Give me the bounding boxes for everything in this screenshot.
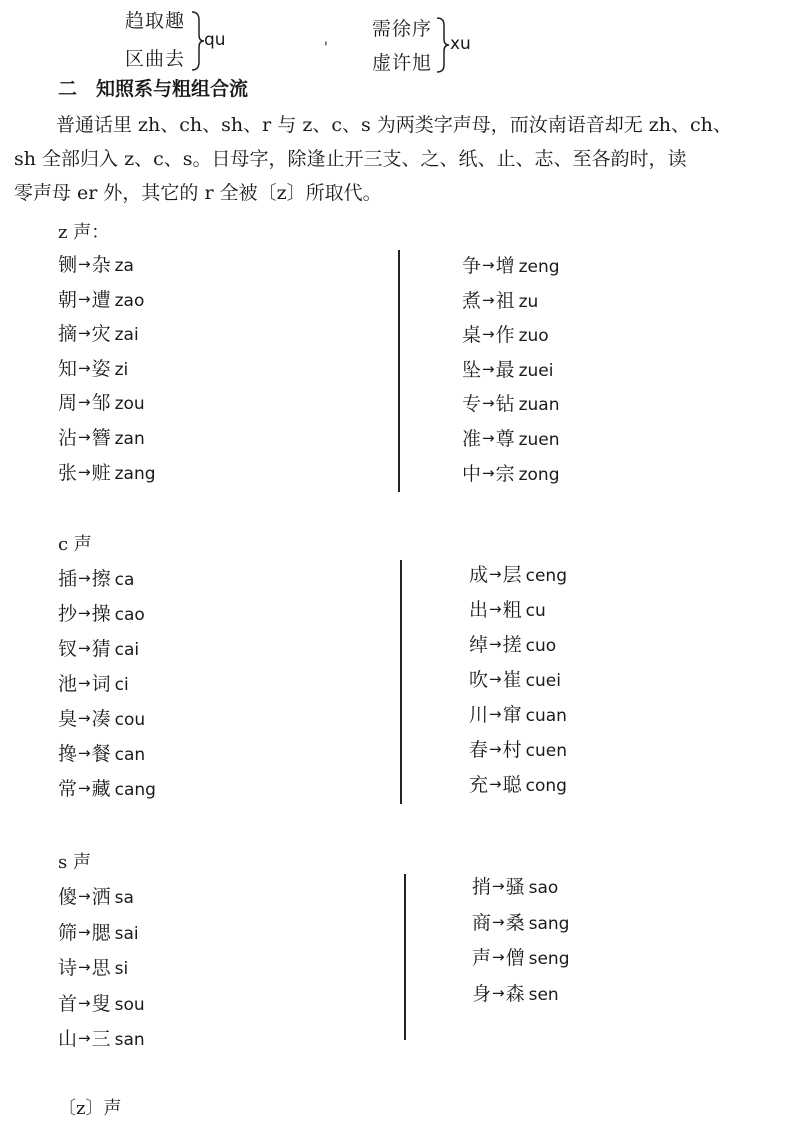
target-char: 骚 (505, 876, 525, 898)
pinyin: ceng (525, 566, 567, 586)
mapping-row (469, 595, 546, 622)
source-char: 插 (58, 568, 78, 590)
source-char: 绰 (469, 634, 489, 656)
xu-group-line2: 虚许旭 (372, 52, 433, 74)
target-char: 遭 (91, 288, 111, 311)
separator-mark: ' (324, 40, 328, 56)
s-section-title: s 声 (58, 852, 91, 873)
arrow-icon: → (78, 958, 91, 977)
source-char: 铡 (58, 254, 78, 276)
pinyin: san (114, 1030, 145, 1051)
mapping-row (58, 634, 139, 661)
mapping-row (462, 389, 560, 416)
arrow-icon: → (78, 744, 91, 762)
mapping-row (472, 908, 569, 935)
source-char: 首 (58, 992, 78, 1015)
source-char: 春 (469, 739, 489, 761)
z-section-title: z 声： (58, 222, 110, 243)
arrow-icon: → (78, 887, 91, 905)
source-char: 声 (472, 947, 492, 970)
target-char: 凑 (91, 708, 111, 730)
mapping-row (472, 872, 558, 899)
mapping-row (58, 953, 128, 980)
source-char: 周 (58, 392, 78, 415)
arrow-icon: → (482, 325, 495, 344)
target-char: 崔 (502, 669, 522, 691)
c-section-title: c 声 (58, 534, 92, 555)
mapping-row (58, 354, 128, 381)
target-char: 猜 (91, 638, 111, 660)
pinyin: seng (528, 949, 570, 970)
arrow-icon: → (482, 429, 495, 447)
mapping-row (58, 704, 145, 731)
target-char: 叟 (91, 992, 111, 1015)
pinyin: cuan (525, 706, 567, 726)
pinyin: cuo (525, 636, 557, 656)
pinyin: cuen (525, 741, 567, 761)
source-char: 池 (58, 673, 78, 695)
target-char: 擦 (91, 568, 111, 590)
pinyin: zu (518, 291, 539, 312)
arrow-icon: → (78, 358, 91, 377)
target-char: 村 (502, 739, 522, 761)
mapping-row (462, 355, 554, 382)
mapping-row (469, 770, 567, 797)
target-char: 洒 (91, 886, 111, 908)
paragraph-line-3: 零声母 er 外，其它的 r 全被〔z〕所取代。 (14, 182, 382, 204)
arrow-icon: → (78, 1029, 91, 1048)
xu-group-line1: 需徐序 (372, 18, 433, 40)
mapping-row (472, 943, 570, 970)
source-char: 出 (469, 599, 489, 621)
pinyin: zao (114, 290, 145, 311)
pinyin: zai (114, 325, 139, 346)
arrow-icon: → (78, 569, 91, 587)
target-char: 藏 (91, 778, 111, 800)
arrow-icon: → (78, 604, 91, 622)
arrow-icon: → (78, 779, 91, 797)
source-char: 筛 (58, 921, 78, 944)
pinyin: cu (525, 601, 546, 621)
target-char: 思 (91, 957, 111, 980)
pinyin: zi (114, 359, 129, 380)
section-heading: 二 知照系与粗组合流 (58, 78, 249, 100)
mapping-row (58, 458, 156, 485)
z-divider (398, 250, 400, 492)
target-char: 祖 (495, 289, 515, 312)
arrow-icon: → (492, 983, 505, 1002)
target-char: 增 (495, 255, 515, 277)
pinyin: cao (114, 605, 145, 625)
arrow-icon: → (489, 565, 502, 583)
z-bracket-section-title: 〔z〕声 (58, 1098, 122, 1119)
pinyin: can (114, 745, 146, 765)
source-char: 充 (469, 774, 489, 796)
mapping-row (462, 286, 538, 313)
arrow-icon: → (482, 463, 495, 482)
mapping-row (58, 388, 145, 415)
arrow-icon: → (78, 709, 91, 727)
source-char: 坠 (462, 358, 482, 381)
arrow-icon: → (489, 775, 502, 793)
source-char: 摘 (58, 323, 78, 346)
source-char: 知 (58, 357, 78, 380)
pinyin: zou (114, 394, 145, 415)
mapping-row (58, 739, 145, 766)
mapping-row (58, 774, 156, 801)
arrow-icon: → (489, 670, 502, 688)
mapping-row (462, 320, 549, 347)
c-divider (400, 560, 402, 804)
mapping-row (469, 630, 556, 657)
xu-brace-icon (435, 16, 451, 74)
arrow-icon: → (489, 600, 502, 618)
mapping-row (58, 1024, 145, 1051)
target-char: 僧 (505, 947, 525, 970)
source-char: 桌 (462, 324, 482, 347)
arrow-icon: → (78, 324, 91, 343)
arrow-icon: → (78, 393, 91, 412)
pinyin: sai (114, 923, 139, 944)
arrow-icon: → (78, 922, 91, 941)
pinyin: sao (528, 878, 559, 898)
target-char: 赃 (91, 461, 111, 484)
arrow-icon: → (78, 639, 91, 657)
arrow-icon: → (489, 705, 502, 723)
arrow-icon: → (78, 674, 91, 692)
mapping-row (58, 319, 139, 346)
arrow-icon: → (482, 359, 495, 378)
source-char: 川 (469, 704, 489, 726)
source-char: 吹 (469, 669, 489, 691)
arrow-icon: → (492, 877, 505, 895)
pinyin: cou (114, 710, 146, 730)
pinyin: zuo (518, 326, 549, 347)
target-char: 簪 (91, 427, 111, 449)
mapping-row (462, 459, 560, 486)
source-char: 抄 (58, 603, 78, 625)
target-char: 作 (495, 324, 515, 347)
arrow-icon: → (482, 256, 495, 274)
pinyin: si (114, 959, 129, 980)
source-char: 成 (469, 564, 489, 586)
source-char: 商 (472, 911, 492, 934)
mapping-row (469, 735, 567, 762)
target-char: 森 (505, 982, 525, 1005)
source-char: 准 (462, 428, 482, 450)
arrow-icon: → (489, 740, 502, 758)
target-char: 词 (91, 673, 111, 695)
source-char: 诗 (58, 957, 78, 980)
mapping-row (462, 251, 560, 278)
pinyin: cuei (525, 671, 561, 691)
target-char: 邹 (91, 392, 111, 415)
mapping-row (58, 423, 145, 450)
pinyin: zeng (518, 257, 560, 277)
source-char: 常 (58, 778, 78, 800)
target-char: 姿 (91, 357, 111, 380)
source-char: 臭 (58, 708, 78, 730)
pinyin: zang (114, 463, 156, 484)
mapping-row (472, 979, 559, 1006)
source-char: 身 (472, 982, 492, 1005)
arrow-icon: → (78, 428, 91, 446)
target-char: 窜 (502, 704, 522, 726)
pinyin: ca (114, 570, 135, 590)
pinyin: ci (114, 675, 129, 695)
mapping-row (469, 665, 561, 692)
target-char: 搓 (502, 634, 522, 656)
pinyin: sang (528, 913, 570, 934)
target-char: 层 (502, 564, 522, 586)
mapping-row (462, 424, 560, 451)
source-char: 争 (462, 255, 482, 277)
pinyin: za (114, 256, 134, 276)
pinyin: cai (114, 640, 140, 660)
arrow-icon: → (482, 394, 495, 413)
target-char: 尊 (495, 428, 515, 450)
pinyin: cong (525, 776, 567, 796)
mapping-row (58, 285, 144, 312)
target-char: 桑 (505, 911, 525, 934)
pinyin: sen (528, 984, 559, 1005)
source-char: 搀 (58, 743, 78, 765)
arrow-icon: → (492, 948, 505, 967)
target-char: 宗 (495, 462, 515, 485)
xu-label: xu (450, 34, 471, 54)
source-char: 山 (58, 1028, 78, 1051)
pinyin: zuei (518, 360, 554, 381)
arrow-icon: → (492, 912, 505, 931)
s-divider (404, 874, 406, 1040)
mapping-row (469, 700, 567, 727)
mapping-row (58, 599, 145, 626)
pinyin: cang (114, 780, 156, 800)
target-char: 餐 (91, 743, 111, 765)
target-char: 腮 (91, 921, 111, 944)
source-char: 张 (58, 461, 78, 484)
paragraph-line-1: 普通话里 zh、ch、sh、r 与 z、c、s 为两类字声母，而汝南语音却无 zh、ch、 (56, 114, 732, 136)
target-char: 三 (91, 1028, 111, 1051)
source-char: 捎 (472, 876, 492, 898)
mapping-row (58, 250, 134, 277)
source-char: 煮 (462, 289, 482, 312)
source-char: 傻 (58, 886, 78, 908)
arrow-icon: → (78, 462, 91, 481)
arrow-icon: → (78, 255, 91, 273)
qu-group-line1: 趋取趣 (125, 10, 186, 32)
arrow-icon: → (489, 635, 502, 653)
arrow-icon: → (482, 290, 495, 309)
target-char: 粗 (502, 599, 522, 621)
target-char: 杂 (91, 254, 111, 276)
arrow-icon: → (78, 993, 91, 1012)
pinyin: zuen (518, 430, 560, 450)
source-char: 朝 (58, 288, 78, 311)
pinyin: sa (114, 888, 134, 908)
mapping-row (58, 989, 145, 1016)
pinyin: sou (114, 994, 145, 1015)
mapping-row (58, 882, 134, 909)
source-char: 中 (462, 462, 482, 485)
target-char: 聪 (502, 774, 522, 796)
pinyin: zan (114, 429, 145, 449)
arrow-icon: → (78, 289, 91, 308)
mapping-row (58, 564, 134, 591)
target-char: 操 (91, 603, 111, 625)
qu-label: qu (204, 30, 226, 50)
pinyin: zuan (518, 395, 560, 416)
target-char: 钻 (495, 393, 515, 416)
mapping-row (58, 918, 139, 945)
target-char: 灾 (91, 323, 111, 346)
source-char: 钗 (58, 638, 78, 660)
source-char: 专 (462, 393, 482, 416)
pinyin: zong (518, 464, 560, 485)
source-char: 沾 (58, 427, 78, 449)
paragraph-line-2: sh 全部归入 z、c、s。日母字，除逢止开三支、之、纸、止、志、至各韵时，读 (14, 148, 687, 170)
mapping-row (58, 669, 129, 696)
target-char: 最 (495, 358, 515, 381)
qu-group-line2: 区曲去 (125, 48, 186, 70)
mapping-row (469, 560, 567, 587)
